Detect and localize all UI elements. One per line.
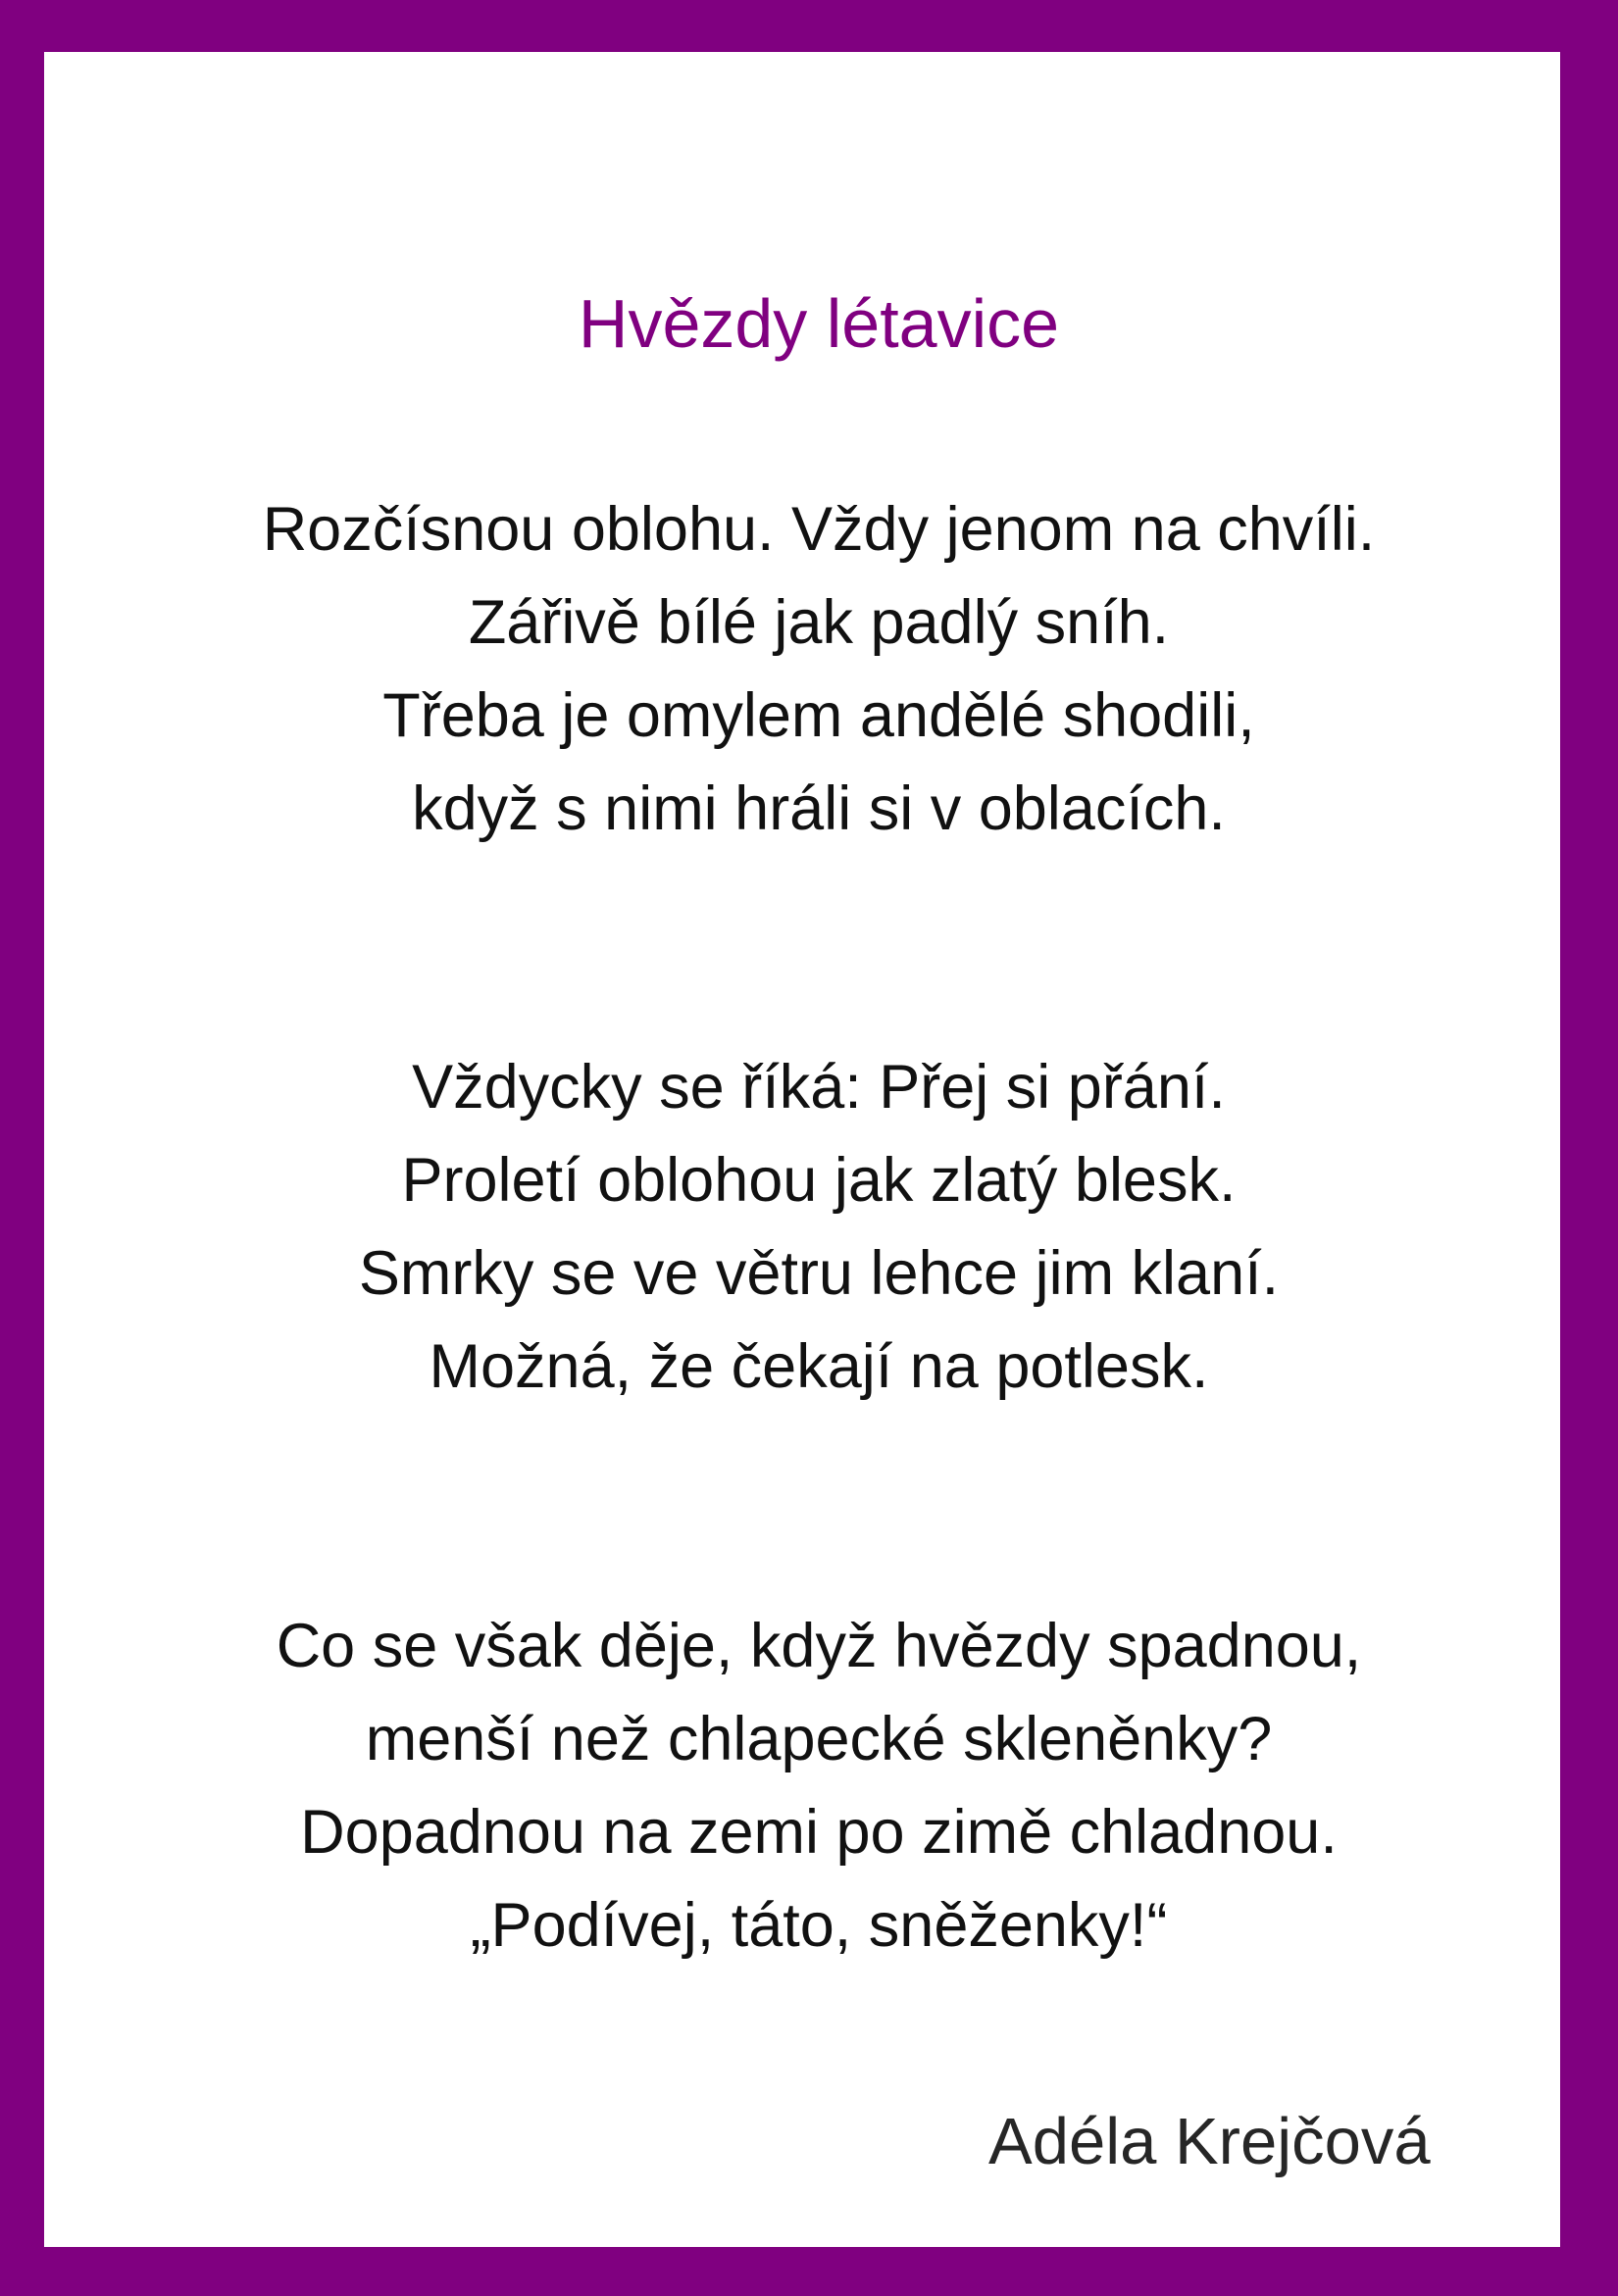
poem-line: Proletí oblohou jak zlatý blesk. bbox=[401, 1146, 1237, 1215]
poem-line: když s nimi hráli si v oblacích. bbox=[412, 774, 1226, 843]
author-name: Adéla Krejčová bbox=[988, 2105, 1431, 2178]
poem-line: menší než chlapecké skleněnky? bbox=[365, 1705, 1273, 1773]
poem-line: Rozčísnou oblohu. Vždy jenom na chvíli. bbox=[262, 495, 1376, 564]
poem-line: Smrky se ve větru lehce jim klaní. bbox=[358, 1239, 1280, 1308]
poem-line: Třeba je omylem andělé shodili, bbox=[382, 681, 1255, 750]
stanza-3 bbox=[98, 1600, 1540, 1972]
poem-line: Možná, že čekají na potlesk. bbox=[429, 1332, 1209, 1401]
poem-line: Zářivě bílé jak padlý sníh. bbox=[468, 588, 1170, 657]
poem-line: Co se však děje, když hvězdy spadnou, bbox=[276, 1612, 1362, 1680]
poem-line: „Podívej, táto, sněženky!“ bbox=[470, 1891, 1168, 1960]
poem-line: Vždycky se říká: Přej si přání. bbox=[412, 1053, 1226, 1122]
poem-title: Hvězdy létavice bbox=[578, 285, 1060, 362]
stanza-1 bbox=[98, 483, 1540, 856]
poem-line: Dopadnou na zemi po zimě chladnou. bbox=[300, 1798, 1338, 1867]
stanza-2 bbox=[98, 1041, 1540, 1414]
